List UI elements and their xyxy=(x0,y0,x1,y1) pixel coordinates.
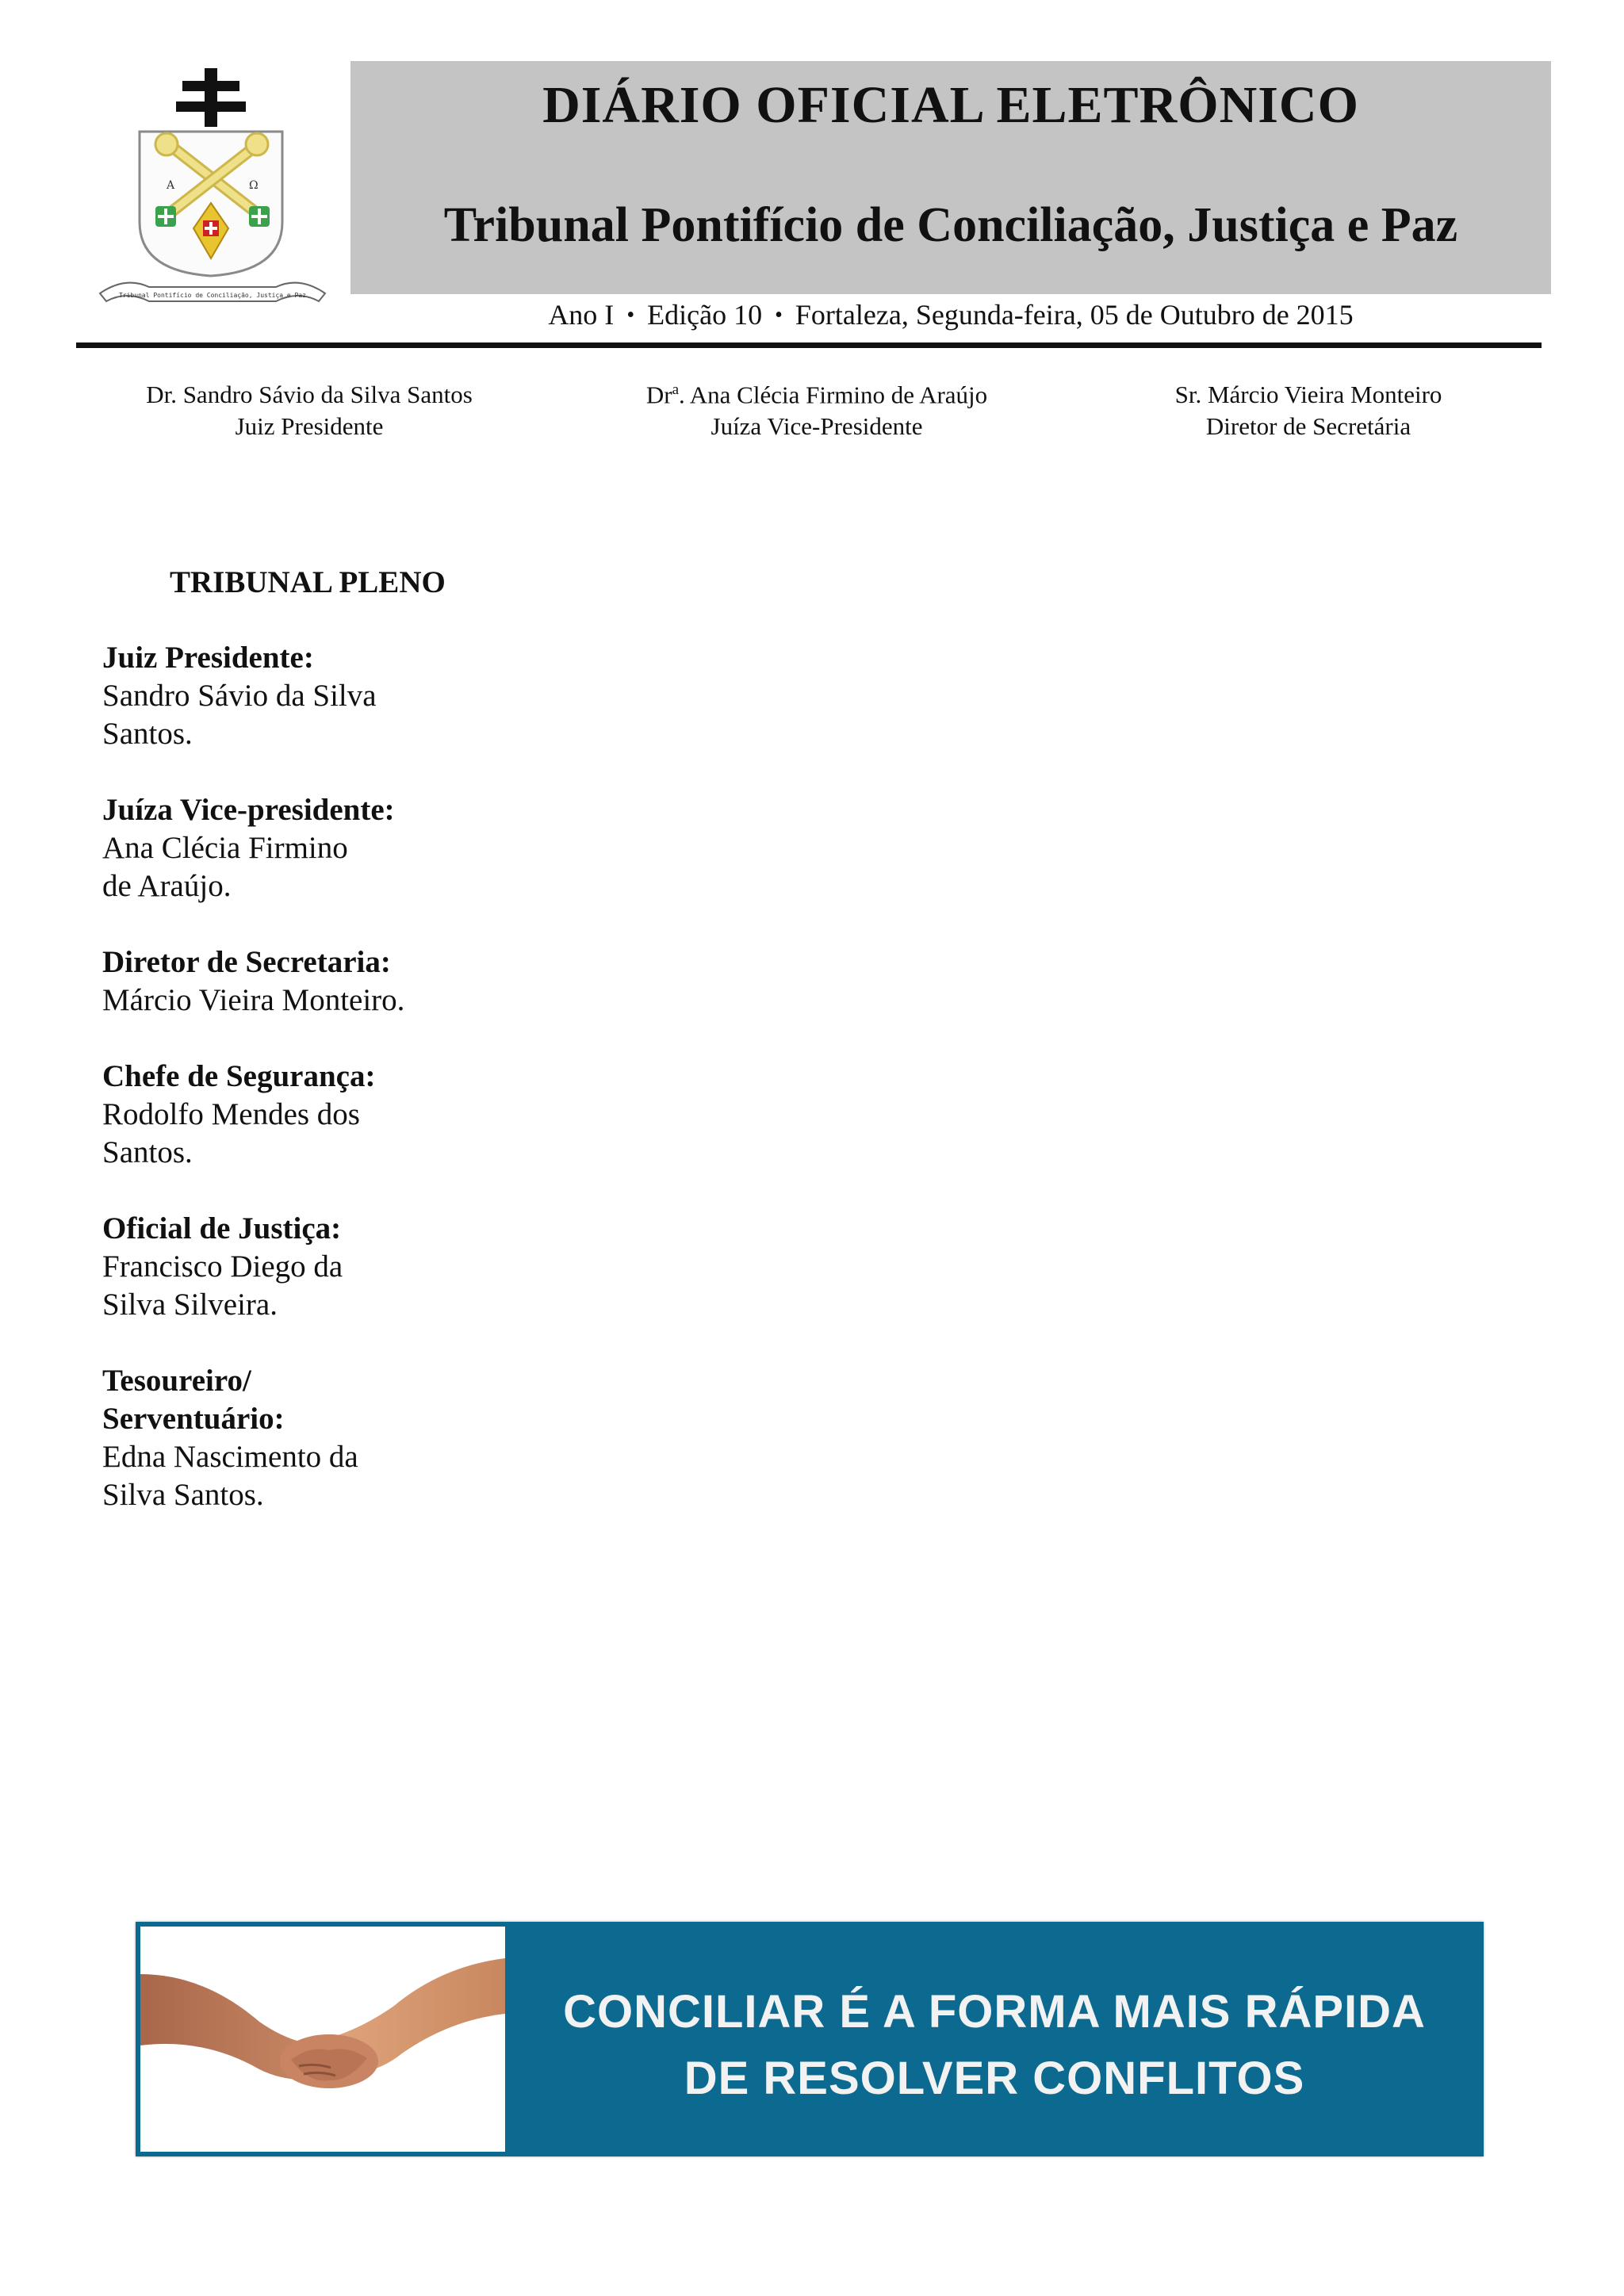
member-role: Juíza Vice-presidente: xyxy=(102,793,395,827)
separator-2: • xyxy=(775,303,783,327)
member-name-line: de Araújo. xyxy=(102,869,232,903)
handshake-image xyxy=(140,1927,505,2152)
banner-line-1: CONCILIAR É A FORMA MAIS RÁPIDA xyxy=(563,1986,1426,2038)
member-name-line: Ana Clécia Firmino xyxy=(102,831,348,865)
official-director xyxy=(1110,379,1507,442)
member-treasurer xyxy=(102,1362,546,1514)
handshake-icon xyxy=(140,1927,505,2152)
official-president xyxy=(111,379,508,442)
member-vice-president xyxy=(102,791,546,905)
svg-text:Tribunal Pontifício de Concili: Tribunal Pontifício de Conciliação, Justiça e Paz xyxy=(118,292,307,299)
banner-line-2: DE RESOLVER CONFLITOS xyxy=(684,2053,1305,2104)
section-heading: TRIBUNAL PLENO xyxy=(170,565,446,599)
official-name: Sr. Márcio Vieira Monteiro xyxy=(1174,381,1442,408)
header-divider xyxy=(76,342,1542,348)
tribunal-name: Tribunal Pontifício de Conciliação, Justiça e Paz xyxy=(443,198,1458,252)
member-name-line: Rodolfo Mendes dos xyxy=(102,1097,360,1131)
member-name-line: Márcio Vieira Monteiro. xyxy=(102,983,405,1017)
masthead xyxy=(350,61,1551,294)
official-title: Diretor de Secretária xyxy=(1205,412,1411,440)
svg-text:A: A xyxy=(167,179,175,192)
member-name-line: Sandro Sávio da Silva xyxy=(102,679,377,713)
conciliation-banner xyxy=(136,1922,1484,2156)
official-vice-president xyxy=(619,374,1015,442)
member-role: Oficial de Justiça: xyxy=(102,1211,342,1246)
official-title: Juiz Presidente xyxy=(235,412,384,440)
member-name-line: Edna Nascimento da xyxy=(102,1440,358,1474)
member-director xyxy=(102,943,546,1020)
member-name-line: Silva Santos. xyxy=(102,1478,264,1512)
member-name-line: Santos. xyxy=(102,1135,193,1169)
svg-text:Ω: Ω xyxy=(249,179,259,192)
official-name: Dr. Sandro Sávio da Silva Santos xyxy=(146,381,473,408)
member-role: Diretor de Secretaria: xyxy=(102,945,391,979)
member-name-line: Santos. xyxy=(102,717,193,751)
member-security-chief xyxy=(102,1058,546,1172)
edition-year: Ano I xyxy=(548,299,615,331)
edition-number: Edição 10 xyxy=(647,299,763,331)
member-bailiff xyxy=(102,1210,546,1324)
official-name: Dr$^a$. Ana Clécia Firmino de Araújo xyxy=(645,381,988,409)
member-name-line: Francisco Diego da xyxy=(102,1249,343,1284)
coat-of-arms-icon xyxy=(94,63,331,325)
member-role: Serventuário: xyxy=(102,1402,285,1436)
separator-1: • xyxy=(626,303,635,327)
edition-place-date: Fortaleza, Segunda-feira, 05 de Outubro de 2015 xyxy=(795,299,1354,331)
member-president xyxy=(102,639,546,753)
official-title: Juíza Vice-Presidente xyxy=(710,412,923,441)
tribunal-coat-of-arms xyxy=(94,63,331,325)
member-role: Juiz Presidente: xyxy=(102,641,314,675)
member-role: Chefe de Segurança: xyxy=(102,1059,376,1093)
member-name-line: Silva Silveira. xyxy=(102,1288,278,1322)
member-role: Tesoureiro/ xyxy=(102,1364,251,1398)
journal-title: DIÁRIO OFICIAL ELETRÔNICO xyxy=(542,76,1359,134)
edition-line xyxy=(350,298,1551,331)
pleno-member-list xyxy=(102,639,546,1552)
banner-slogan xyxy=(505,1979,1484,2112)
